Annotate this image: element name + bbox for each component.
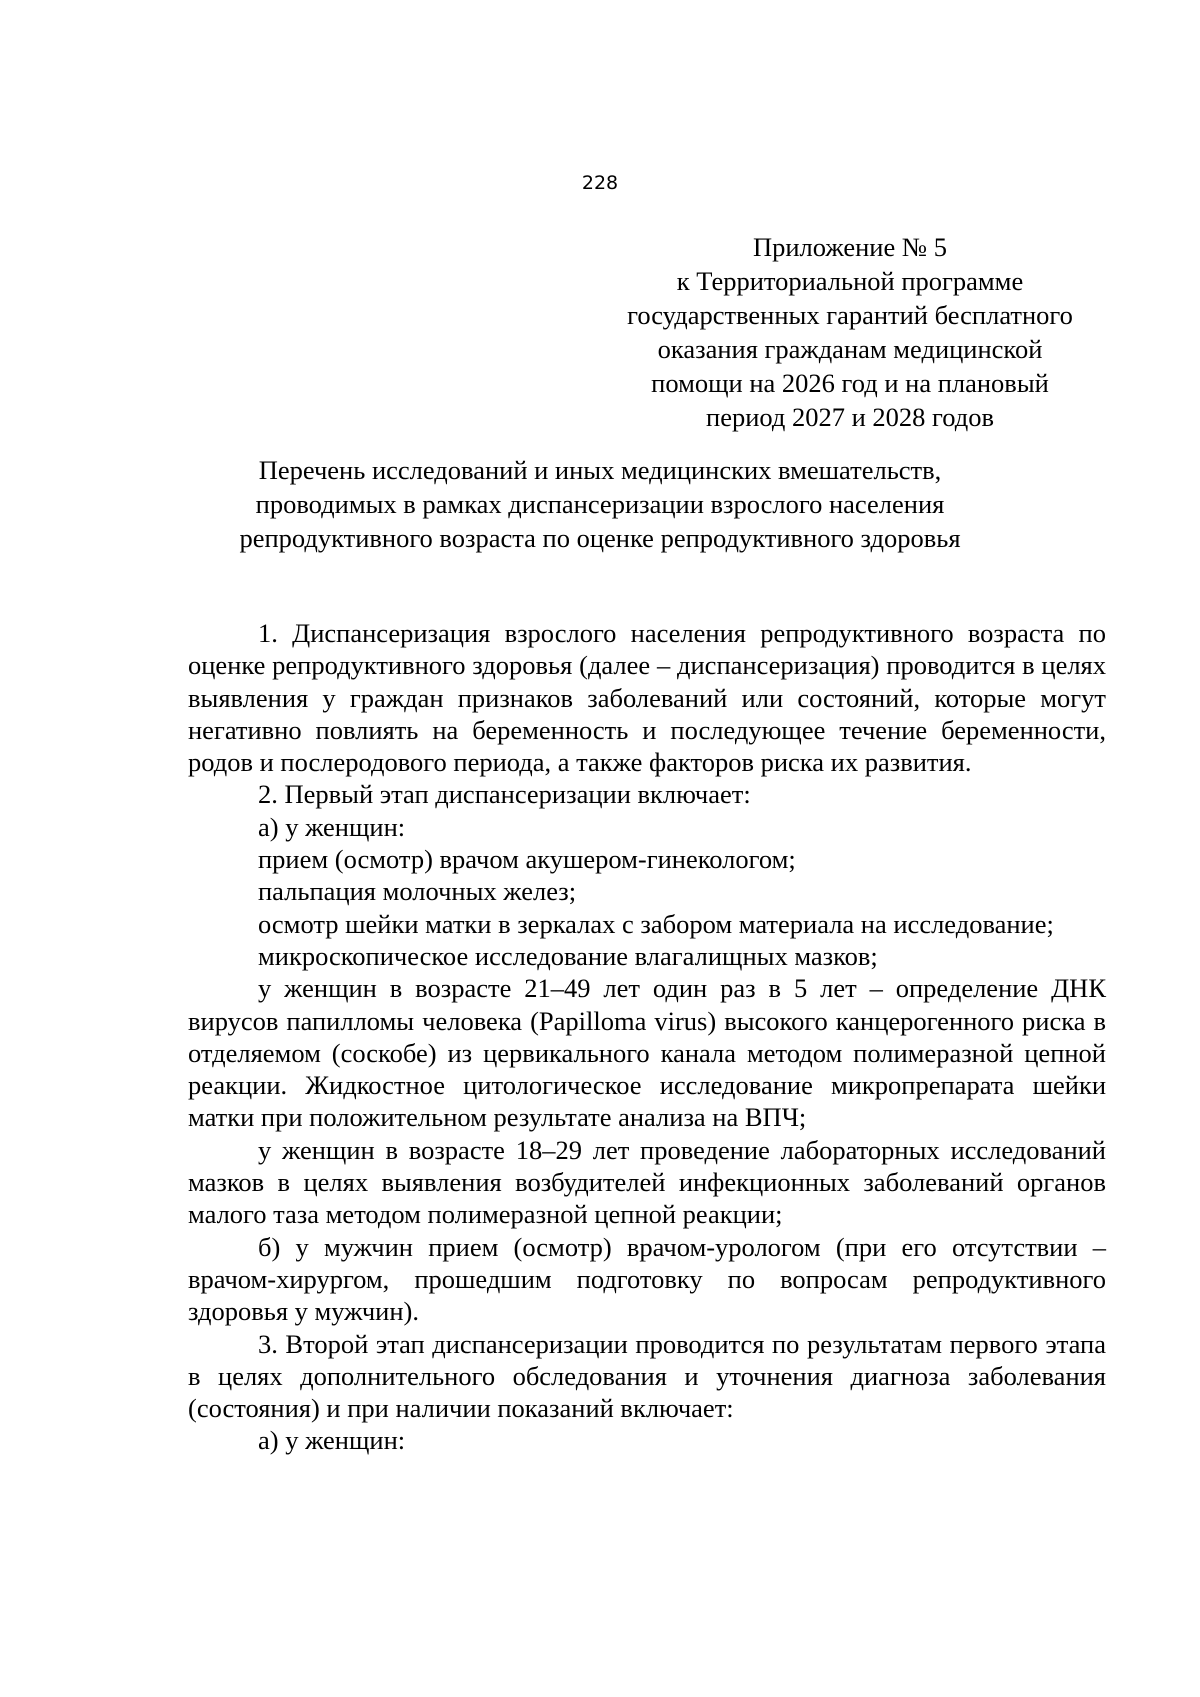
paragraph-3: 3. Второй этап диспансеризации проводится по результатам первого этапа в целях дополнительного обследования и уточнения диагноза заболевания (состояния) и при наличии показаний включает: <box>188 1328 1106 1424</box>
list-item: прием (осмотр) врачом акушером-гинекологом; <box>258 844 796 875</box>
paragraph-2a: а) у женщин: <box>258 811 406 842</box>
annex-line: Приложение № 5 <box>752 232 947 262</box>
title-line: проводимых в рамках диспансеризации взрослого населения <box>255 489 945 519</box>
paragraph-2b: б) у мужчин прием (осмотр) врачом-урологом (при его отсутствии – врачом-хирургом, прошедшим подготовку по вопросам репродуктивного здоровья у мужчин). <box>188 1231 1106 1327</box>
page-number: 228 <box>581 172 619 194</box>
document-title <box>0 453 1200 555</box>
annex-line: государственных гарантий бесплатного <box>627 300 1073 330</box>
paragraph-2: 2. Первый этап диспансеризации включает: <box>258 779 751 810</box>
annex-header <box>600 230 1100 434</box>
list-item: пальпация молочных желез; <box>258 876 577 907</box>
document-body <box>188 617 1106 1457</box>
title-line: Перечень исследований и иных медицинских вмешательств, <box>258 455 942 485</box>
list-item: у женщин в возрасте 18–29 лет проведение лабораторных исследований мазков в целях выявления возбудителей инфекционных заболеваний органов малого таза методом полимеразной цепной реакции; <box>188 1134 1106 1230</box>
paragraph-1: 1. Диспансеризация взрослого населения репродуктивного возраста по оценке репродуктивного здоровья (далее – диспансеризация) проводится в целях выявления у граждан признаков заболеваний или состояний, которые могут негативно повлиять на беременность и последующее течение беременности, родов и послеродового периода, а также факторов риска их развития. <box>188 618 1106 778</box>
list-item: осмотр шейки матки в зеркалах с забором материала на исследование; <box>258 908 1054 939</box>
annex-line: период 2027 и 2028 годов <box>706 402 994 432</box>
list-item: у женщин в возрасте 21–49 лет один раз в 5 лет – определение ДНК вирусов папилломы человека (Papilloma virus) высокого канцерогенного риска в отделяемом (соскобе) из цервикального канала методом полимеразной цепной реакции. Жидкостное цитологическое исследование микропрепарата шейки матки при положительном результате анализа на ВПЧ; <box>188 973 1106 1133</box>
annex-line: оказания гражданам медицинской <box>657 334 1043 364</box>
annex-line: помощи на 2026 год и на плановый <box>651 368 1049 398</box>
title-line: репродуктивного возраста по оценке репродуктивного здоровья <box>239 523 961 553</box>
list-item: микроскопическое исследование влагалищных мазков; <box>258 940 878 971</box>
paragraph-3a: а) у женщин: <box>258 1425 406 1456</box>
annex-line: к Территориальной программе <box>676 266 1024 296</box>
